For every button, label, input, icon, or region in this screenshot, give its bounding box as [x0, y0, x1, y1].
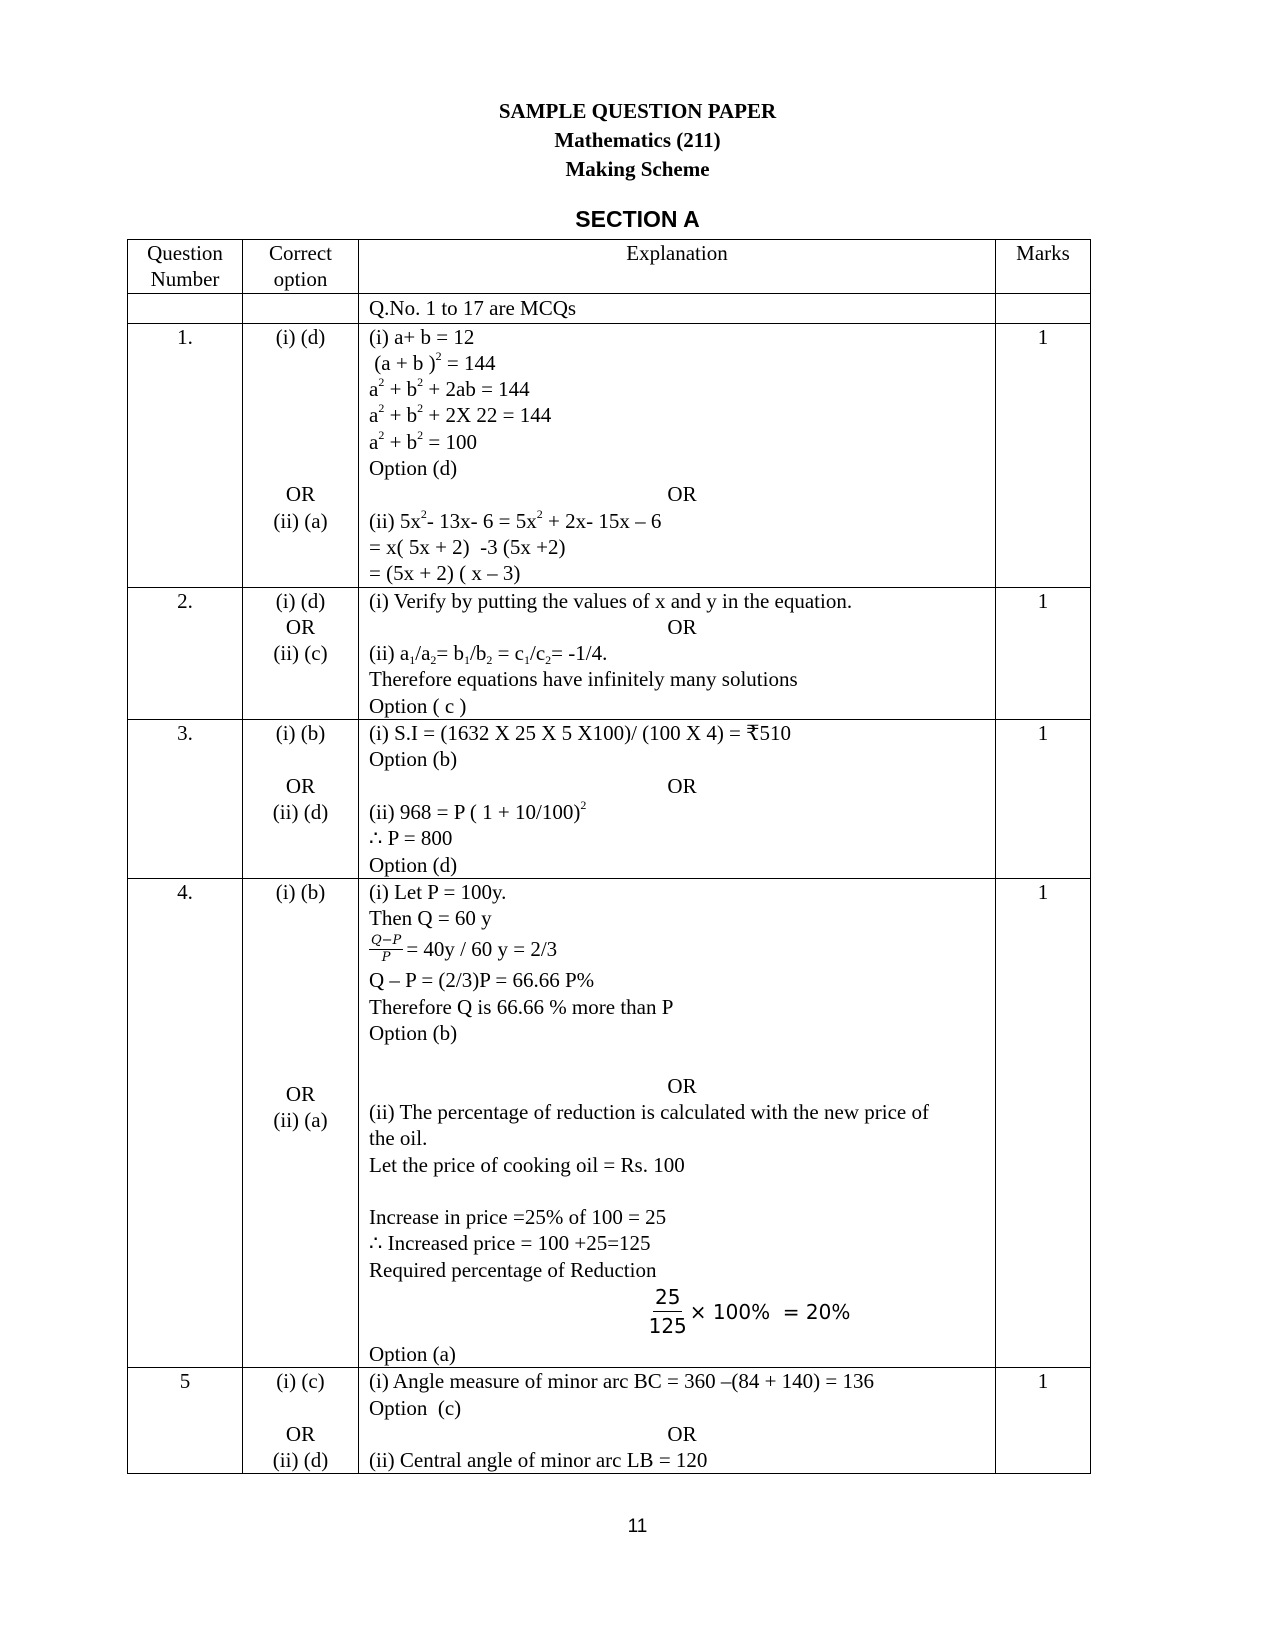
table-row [128, 720, 1091, 879]
table-row [128, 587, 1091, 719]
marks: 1 [996, 720, 1091, 879]
subject-title: Mathematics (211) [554, 128, 721, 152]
correct-option: (i) (b) OR (ii) (a) [243, 878, 359, 1367]
explanation: (i) Angle measure of minor arc BC = 360 –(84 + 140) = 136 Option (c) OR (ii) Central angle of minor arc LB = 120 [359, 1368, 996, 1474]
reduction-formula: $\frac{25}{125}$ × 100% = 20% [648, 1285, 851, 1339]
fraction-q-minus-p-over-p: $\frac{Q-P}{P}$ [371, 932, 402, 965]
marks: 1 [996, 587, 1091, 719]
table-row [128, 293, 1091, 323]
question-number: 3. [128, 720, 243, 879]
mcq-intro: Q.No. 1 to 17 are MCQs [359, 293, 996, 323]
question-number: 5 [128, 1368, 243, 1474]
page-number: 11 [627, 1516, 648, 1537]
correct-option: (i) (b) OR (ii) (d) [243, 720, 359, 879]
question-number: 2. [128, 587, 243, 719]
section-heading: SECTION A [575, 206, 700, 232]
paper-title: SAMPLE QUESTION PAPER [498, 99, 777, 123]
table-header-row [128, 240, 1091, 294]
explanation: (i) Let P = 100y. Then Q = 60 y $\frac{Q-P}{P}$ = 40y / 60 y = 2/3 Q – P = (2/3)P = 66.66 P% Therefore Q is 66.66 % more than P Option (b) OR (ii) The percentage of reduction is calculated with the new price of the oil. Let the price of cooking oil = Rs. 100 Increase in price =25% of 100 = 25 ∴ Increased price = 100 +25=125 Required percentage of Reduction $\frac{25}{125}$ × 100% = 20% Option (a) [359, 878, 996, 1367]
scheme-title: Making Scheme [565, 157, 710, 181]
marks: 1 [996, 878, 1091, 1367]
table-row [128, 1368, 1091, 1474]
explanation: (i) Verify by putting the values of x and y in the equation. OR (ii) $a_1/a_2= b_1/b_2 = c_1/c_2= -1/4$. Therefore equations have infinitely many solutions Option ( c ) [359, 587, 996, 719]
marks: 1 [996, 1368, 1091, 1474]
table-row [128, 878, 1091, 1367]
explanation: (i) a+ b = 12 (a + b )$^2$ = 144 $a^2 + b^2 + 2ab = 144$ $a^2 + b^2 + 2X$ 22 = 144 $a^2 + b^2 = 100$ Option (d) OR (ii) $5x^2-$ 13x- $6 = 5x^2 + 2x-$ 15x – 6 = x( 5x + 2) -3 (5x +2) = (5x + 2) ( x – 3) [359, 323, 996, 587]
header-question-number: Question Number [128, 240, 243, 294]
correct-option: (i) (d) OR (ii) (a) [243, 323, 359, 587]
table-row [128, 323, 1091, 587]
header-explanation: Explanation [359, 240, 996, 294]
marks: 1 [996, 323, 1091, 587]
marking-scheme-table [127, 239, 1091, 1474]
header-correct-option: Correct option [243, 240, 359, 294]
question-number: 1. [128, 323, 243, 587]
question-number: 4. [128, 878, 243, 1367]
explanation: (i) S.I = (1632 X 25 X 5 X100)/ (100 X 4) = ₹510 Option (b) OR (ii) 968 = P ( 1 + 10/100)$^2$ ∴ P = 800 Option (d) [359, 720, 996, 879]
header-marks: Marks [996, 240, 1091, 294]
correct-option: (i) (c) OR (ii) (d) [243, 1368, 359, 1474]
correct-option: (i) (d) OR (ii) (c) [243, 587, 359, 719]
